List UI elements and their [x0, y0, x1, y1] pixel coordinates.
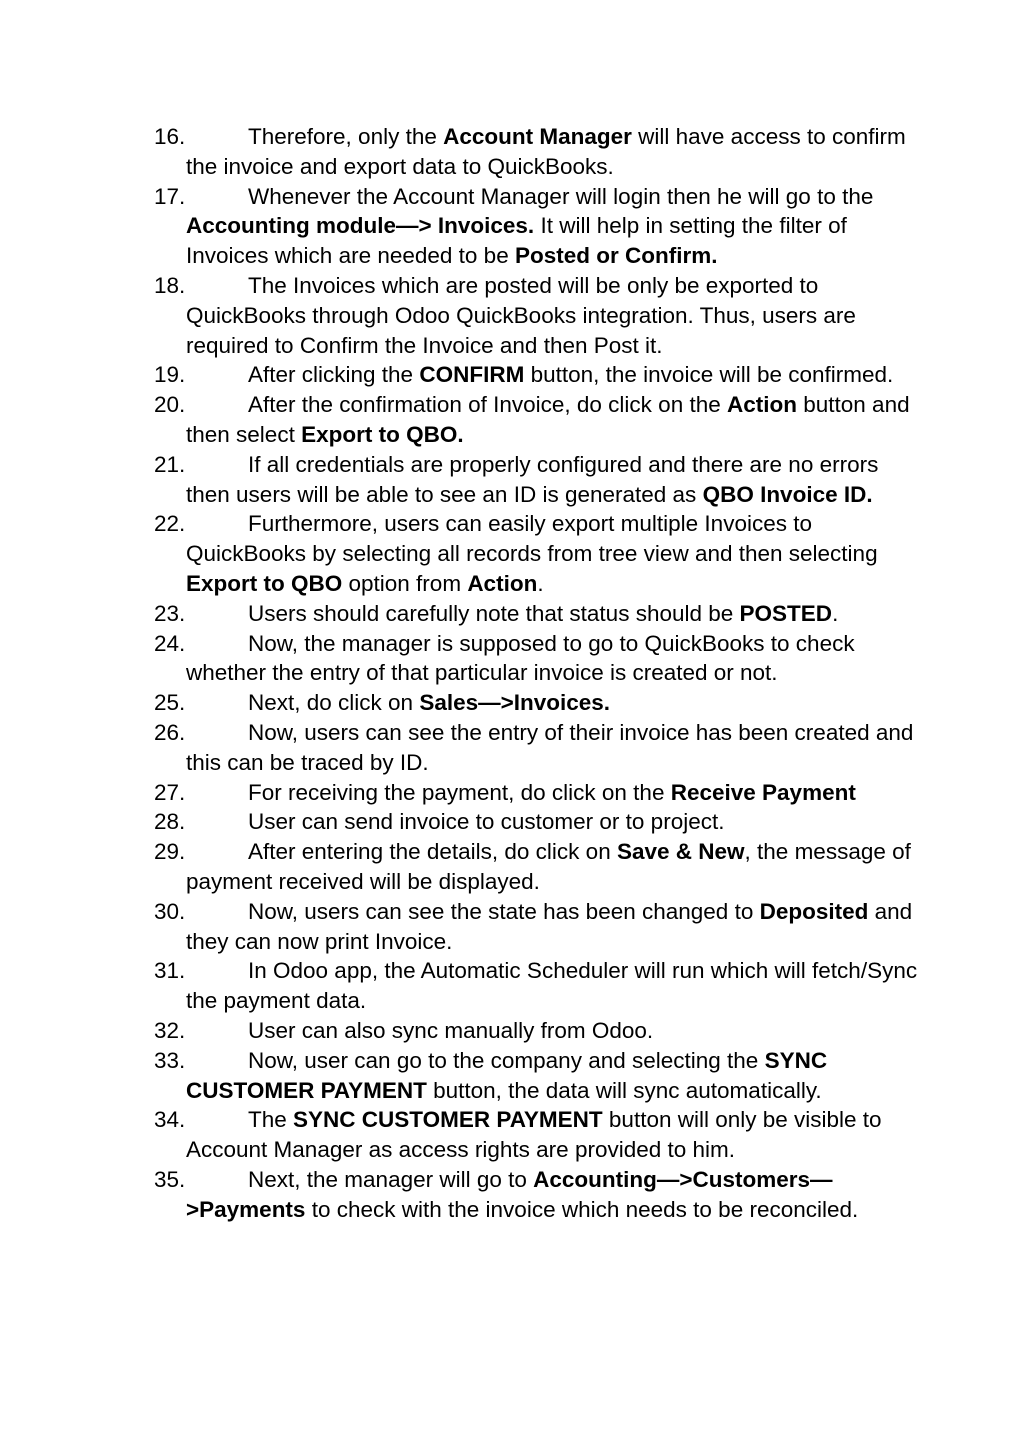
list-item — [0, 1105, 1023, 1165]
item-number: 17. — [154, 183, 186, 209]
text-segment: button, the invoice will be confirmed. — [524, 362, 894, 388]
list-item — [0, 1016, 1023, 1046]
item-text — [186, 780, 856, 805]
text-segment: After entering the details, do click on — [248, 839, 617, 865]
text-segment: button, the data will sync automatically. — [426, 1077, 822, 1103]
bold-text: SYNC CUSTOMER PAYMENT — [186, 1047, 828, 1103]
item-text — [186, 809, 724, 834]
text-segment: Now, user can go to the company and selecting the — [248, 1047, 765, 1073]
text-segment: button will only be visible to Account Manager as access rights are provided to him. — [186, 1107, 882, 1163]
item-number: 26. — [154, 719, 186, 745]
item-number: 34. — [154, 1107, 186, 1133]
text-segment: Now, users can see the entry of their invoice has been created and this can be traced by ID. — [186, 719, 914, 775]
bold-text: Receive Payment — [670, 779, 856, 805]
text-segment: If all credentials are properly configured and there are no errors then users will be able to see an ID is generated as — [186, 451, 879, 507]
item-text — [186, 720, 913, 775]
item-number: 23. — [154, 600, 186, 626]
bold-text: Posted or Confirm. — [514, 243, 718, 269]
item-text — [186, 452, 878, 507]
item-number: 19. — [154, 362, 186, 388]
text-segment: Next, do click on — [248, 690, 420, 716]
item-text — [186, 392, 910, 447]
text-segment: Users should carefully note that status should be — [248, 600, 740, 626]
item-number: 30. — [154, 898, 186, 924]
text-segment: will have access to confirm the invoice and export data to QuickBooks. — [186, 124, 906, 179]
bold-text: Accounting module—> Invoices. — [186, 213, 535, 239]
bold-text: CONFIRM — [419, 362, 525, 388]
item-text — [186, 124, 906, 179]
text-segment: User can send invoice to customer or to project. — [248, 809, 725, 835]
bold-text: SYNC CUSTOMER PAYMENT — [293, 1107, 603, 1133]
list-item — [0, 390, 1023, 450]
item-text — [186, 958, 917, 1013]
bold-text: Save & New — [616, 839, 745, 865]
item-text — [186, 511, 878, 596]
item-text — [186, 690, 610, 715]
list-item — [0, 509, 1023, 598]
item-number: 33. — [154, 1047, 186, 1073]
text-segment: For receiving the payment, do click on the — [248, 779, 671, 805]
item-text — [186, 631, 855, 686]
item-text — [186, 899, 912, 954]
text-segment: Now, the manager is supposed to go to QuickBooks to check whether the entry of that particular invoice is created or not. — [186, 630, 855, 686]
item-number: 29. — [154, 839, 186, 865]
item-number: 28. — [154, 809, 186, 835]
item-number: 20. — [154, 392, 186, 418]
bold-text: Action — [727, 392, 797, 418]
text-segment: Now, users can see the state has been changed to — [248, 898, 760, 924]
bold-text: Export to QBO — [186, 570, 343, 596]
item-number: 31. — [154, 958, 186, 984]
list-item — [0, 688, 1023, 718]
item-number: 16. — [154, 124, 186, 149]
bold-text: POSTED — [739, 600, 833, 626]
numbered-list — [0, 122, 1023, 1224]
item-text — [186, 273, 856, 358]
item-number: 22. — [154, 511, 186, 537]
item-text — [186, 1018, 653, 1043]
list-item — [0, 360, 1023, 390]
item-number: 18. — [154, 272, 186, 298]
text-segment: to check with the invoice which needs to be reconciled. — [305, 1196, 859, 1222]
text-segment: The — [248, 1107, 294, 1133]
list-item — [0, 837, 1023, 897]
list-item — [0, 778, 1023, 808]
text-segment: In Odoo app, the Automatic Scheduler will run which will fetch/Sync the payment data. — [186, 958, 918, 1014]
item-number: 27. — [154, 779, 186, 805]
list-item — [0, 122, 1023, 182]
bold-text: Account Manager — [443, 124, 632, 149]
text-segment: and they can now print Invoice. — [186, 898, 913, 954]
bold-text: Deposited — [759, 898, 869, 924]
text-segment: Furthermore, users can easily export multiple Invoices to QuickBooks by selecting all records from tree view and then selecting — [186, 511, 878, 567]
text-segment: . — [537, 570, 544, 596]
item-text — [186, 1167, 858, 1222]
item-number: 35. — [154, 1166, 186, 1192]
text-segment: Therefore, only the — [248, 124, 444, 149]
text-segment: User can also sync manually from Odoo. — [248, 1017, 654, 1043]
item-number: 25. — [154, 690, 186, 716]
item-number: 32. — [154, 1017, 186, 1043]
list-item — [0, 897, 1023, 957]
list-item — [0, 182, 1023, 271]
list-item — [0, 450, 1023, 510]
text-segment: Whenever the Account Manager will login then he will go to the — [248, 183, 874, 209]
bold-text: Action — [467, 570, 538, 596]
text-segment: After clicking the — [248, 362, 420, 388]
list-item — [0, 718, 1023, 778]
text-segment: button and then select — [186, 392, 910, 447]
item-text — [186, 839, 911, 894]
text-segment: It will help in setting the filter of Invoices which are needed to be — [186, 213, 847, 269]
item-text — [186, 601, 838, 626]
text-segment: option from — [342, 570, 468, 596]
text-segment: The Invoices which are posted will be only be exported to QuickBooks through Odoo QuickBooks integration. Thus, users are required to Confirm the Invoice and then Post it. — [186, 272, 856, 358]
list-item — [0, 599, 1023, 629]
list-item — [0, 956, 1023, 1016]
list-item — [0, 807, 1023, 837]
list-item — [0, 271, 1023, 360]
text-segment: . — [832, 600, 839, 626]
text-segment: Next, the manager will go to — [248, 1166, 534, 1192]
item-text — [186, 1048, 827, 1103]
bold-text: QBO Invoice ID. — [702, 481, 873, 507]
item-number: 21. — [154, 451, 186, 477]
bold-text: Sales—>Invoices. — [419, 690, 611, 716]
item-number: 24. — [154, 630, 186, 656]
item-text — [186, 184, 873, 269]
item-text — [186, 1107, 882, 1162]
text-segment: After the confirmation of Invoice, do click on the — [248, 392, 727, 418]
item-text — [186, 362, 893, 387]
bold-text: Export to QBO. — [301, 421, 464, 447]
list-item — [0, 1046, 1023, 1106]
list-item — [0, 629, 1023, 689]
bold-text: Accounting—>Customers—>Payments — [186, 1166, 833, 1222]
list-item — [0, 1165, 1023, 1225]
text-segment: , the message of payment received will be displayed. — [186, 839, 911, 894]
